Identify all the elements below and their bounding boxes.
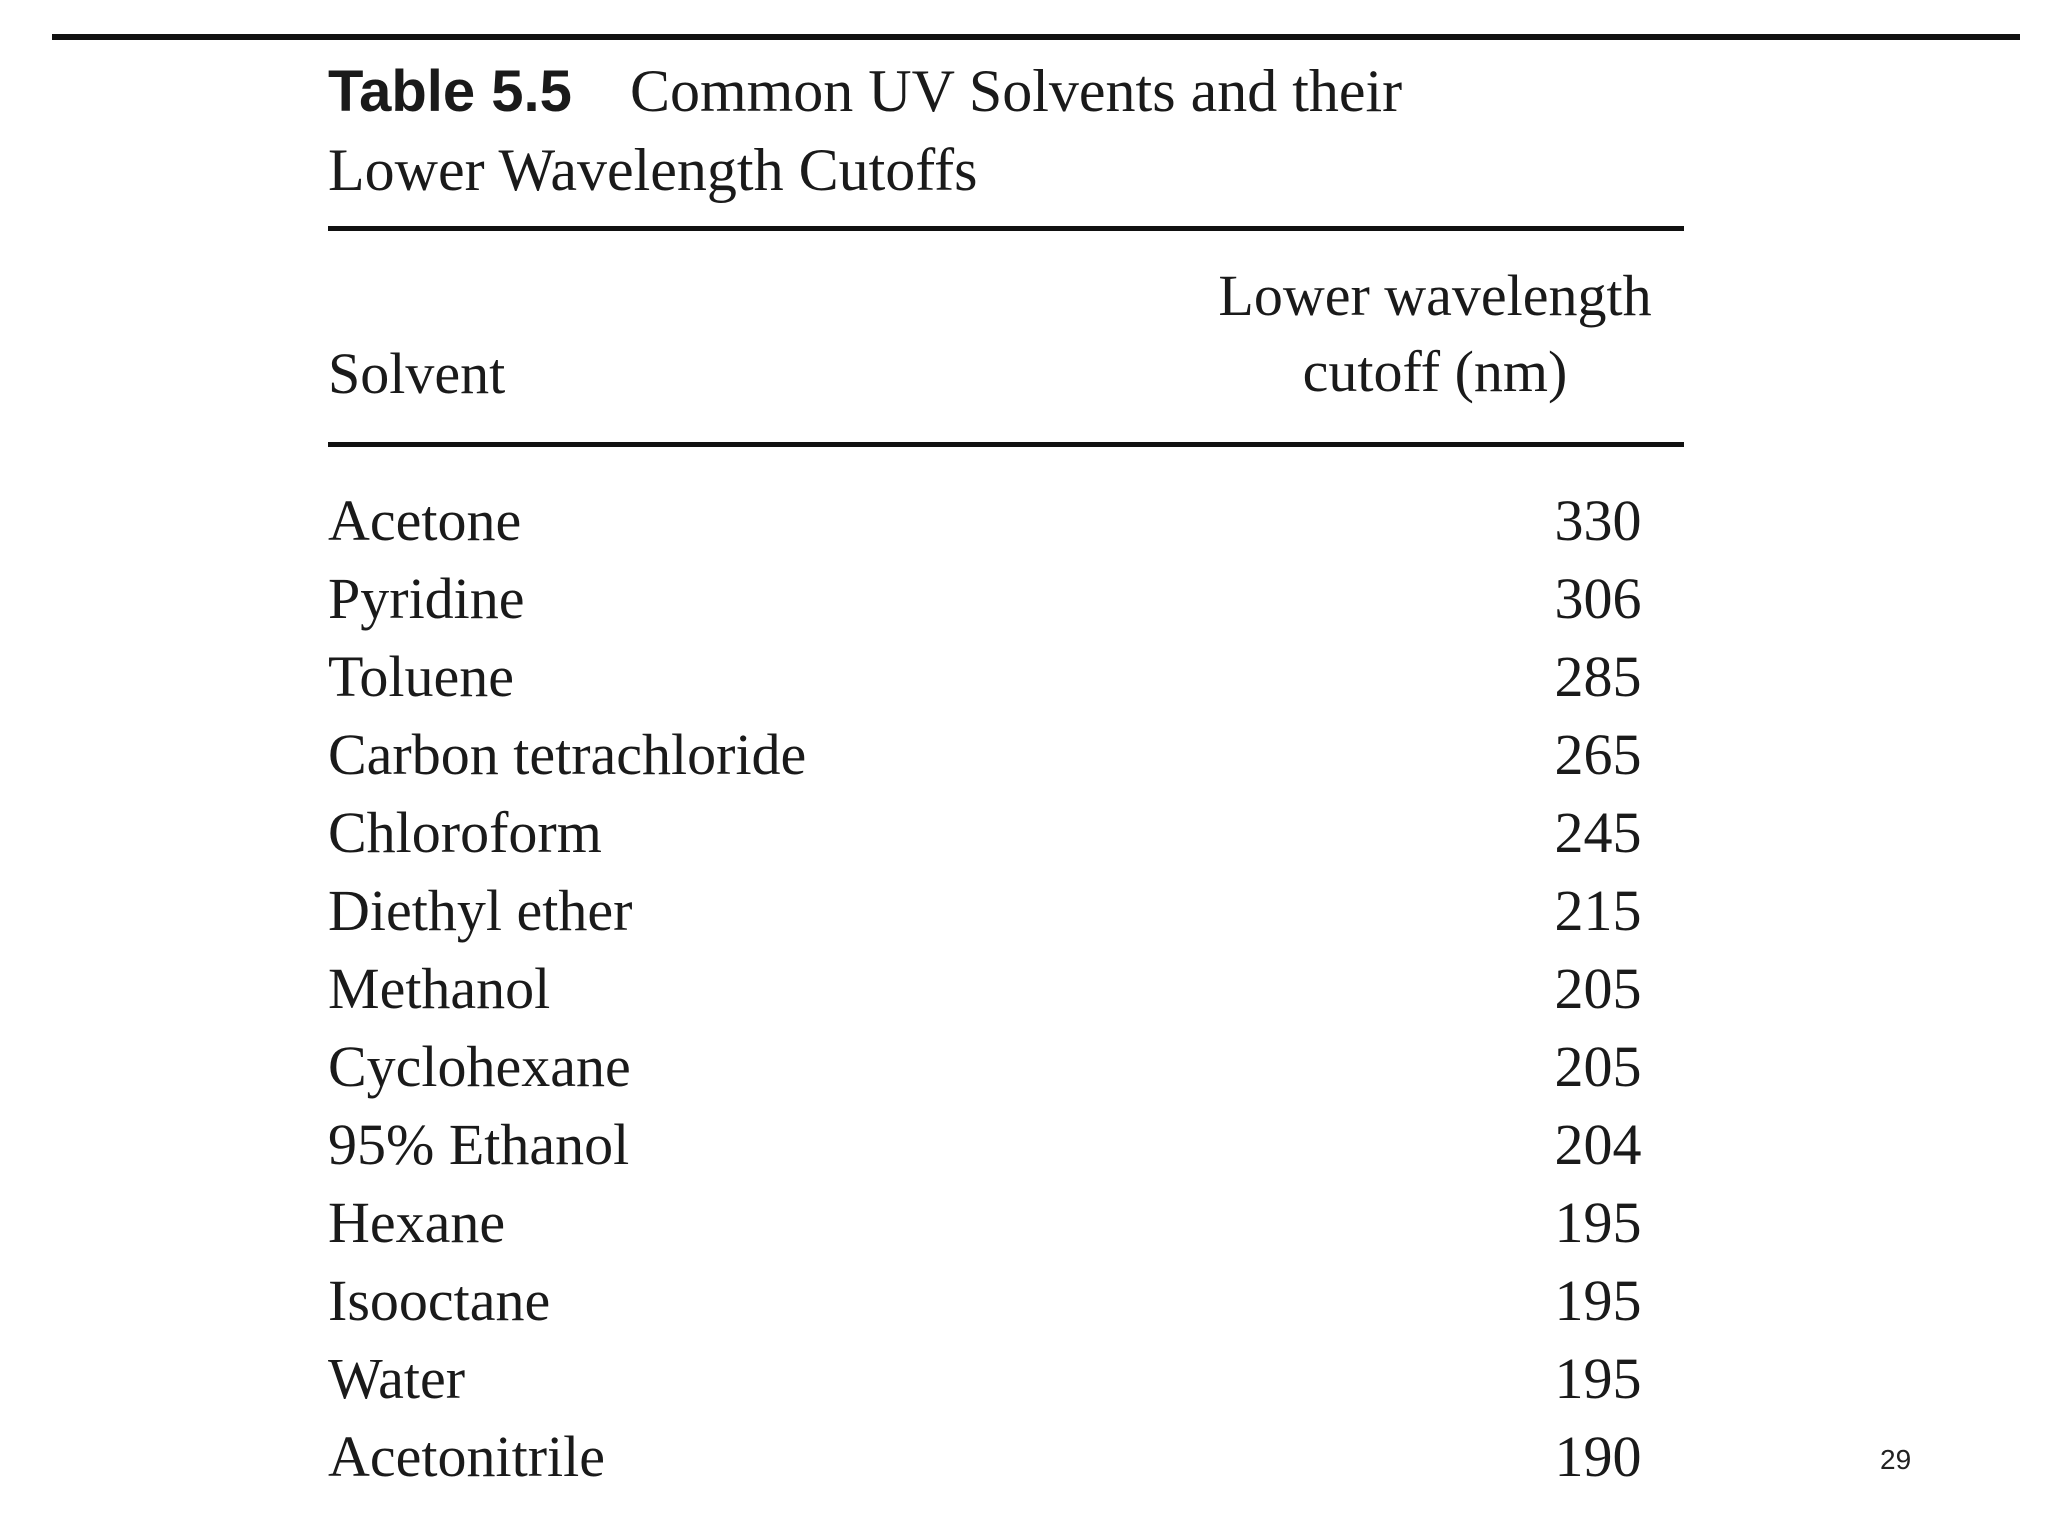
column-header-cutoff <box>1170 258 1700 410</box>
table-row <box>328 1262 1684 1340</box>
cutoff-cell: 195 <box>1554 1268 1642 1333</box>
table-row <box>328 1340 1684 1418</box>
cutoff-cell: 195 <box>1554 1190 1642 1255</box>
table-caption <box>328 52 1728 209</box>
solvent-cell: Cyclohexane <box>328 1034 631 1099</box>
page-number: 29 <box>1880 1444 1912 1475</box>
cutoff-cell: 204 <box>1554 1112 1642 1177</box>
caption-title-part-1: Common UV Solvents and their <box>629 58 1403 124</box>
cutoff-cell: 195 <box>1554 1346 1642 1411</box>
column-header-cutoff-line-1: Lower wavelength <box>1218 263 1652 328</box>
cutoff-cell: 245 <box>1554 800 1642 865</box>
header-bottom-rule <box>328 442 1684 447</box>
solvent-cell: Isooctane <box>328 1268 551 1333</box>
table-row <box>328 1028 1684 1106</box>
cutoff-cell: 306 <box>1554 566 1642 631</box>
table-row <box>328 794 1684 872</box>
caption-line-1 <box>328 52 1728 131</box>
cutoff-cell: 285 <box>1554 644 1642 709</box>
table-row <box>328 482 1684 560</box>
solvent-cell: Carbon tetrachloride <box>328 722 807 787</box>
caption-title-part-2: Lower Wavelength Cutoffs <box>328 137 978 203</box>
table-row <box>328 1418 1684 1496</box>
cutoff-cell: 190 <box>1554 1424 1642 1489</box>
column-header-cutoff-line-2: cutoff (nm) <box>1302 339 1568 404</box>
solvent-cell: Methanol <box>328 956 551 1021</box>
table-row <box>328 1184 1684 1262</box>
solvent-cell: Hexane <box>328 1190 506 1255</box>
cutoff-cell: 330 <box>1554 488 1642 553</box>
solvent-cell: Toluene <box>328 644 514 709</box>
table-row <box>328 638 1684 716</box>
cutoff-cell: 205 <box>1554 956 1642 1021</box>
table-label: Table 5.5 <box>328 59 572 124</box>
table-row <box>328 872 1684 950</box>
solvent-cell: Chloroform <box>328 800 602 865</box>
cutoff-cell: 215 <box>1554 878 1642 943</box>
column-header-solvent: Solvent <box>328 341 506 406</box>
solvent-cell: Water <box>328 1346 466 1411</box>
cutoff-cell: 265 <box>1554 722 1642 787</box>
table-row <box>328 716 1684 794</box>
table-top-rule <box>328 226 1684 231</box>
table-row <box>328 950 1684 1028</box>
solvent-cell: Diethyl ether <box>328 878 633 943</box>
solvent-cell: Pyridine <box>328 566 525 631</box>
table-row <box>328 560 1684 638</box>
solvent-cell: 95% Ethanol <box>328 1112 630 1177</box>
table-row <box>328 1106 1684 1184</box>
table-body <box>328 482 1684 1496</box>
solvent-cell: Acetone <box>328 488 522 553</box>
cutoff-cell: 205 <box>1554 1034 1642 1099</box>
top-rule <box>52 34 2020 40</box>
solvent-cell: Acetonitrile <box>328 1424 606 1489</box>
